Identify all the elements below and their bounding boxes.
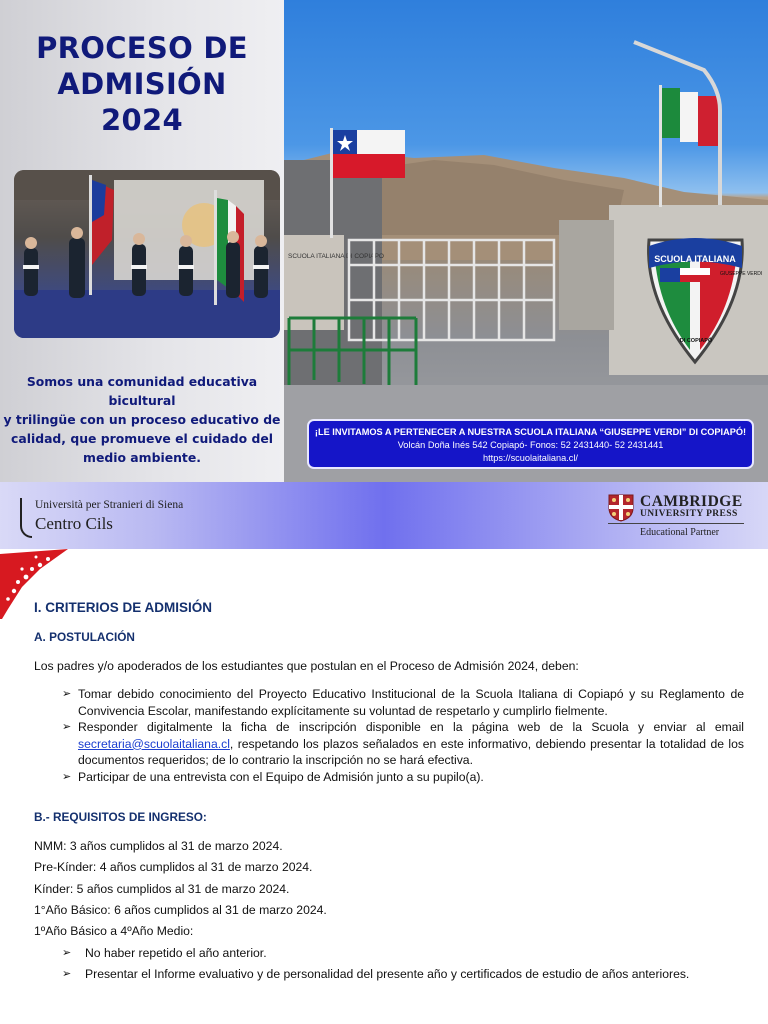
partners-band (0, 482, 768, 549)
header-left-panel (0, 0, 284, 482)
tagline-line-1: Somos una comunidad educativa bicultural (26, 374, 258, 408)
shield-school-name: SCUOLA ITALIANA (654, 254, 736, 264)
cils-university-name: Università per Stranieri di Siena (35, 499, 184, 511)
requirement-line: 1°Año Básico: 6 años cumplidos al 31 de marzo 2024. (34, 903, 327, 917)
list-item (62, 769, 744, 786)
page-title (0, 30, 284, 138)
postulacion-bullet-list (62, 686, 744, 785)
cambridge-partner-label: Educational Partner (640, 527, 720, 538)
criteria-section-title: I. CRITERIOS DE ADMISIÓN (34, 600, 213, 615)
cils-logo (20, 496, 190, 540)
tagline-line-4: medio ambiente. (83, 450, 201, 465)
postulacion-intro: Los padres y/o apoderados de los estudiantes que postulan en el Proceso de Admisión 2024, deben: (34, 659, 579, 673)
bullet-text: Participar de una entrevista con el Equipo de Admisión junto a su pupilo(a). (78, 769, 484, 784)
cambridge-shield-icon (608, 494, 634, 522)
tagline-line-3: calidad, que promueve el cuidado del (11, 431, 273, 446)
bullet-text: No haber repetido el año anterior. (85, 946, 267, 960)
title-line-1: PROCESO DE (36, 31, 248, 65)
invitation-url[interactable]: https://scuolaitaliana.cl/ (483, 453, 578, 463)
requirement-line: Pre-Kínder: 4 años cumplidos al 31 de marzo 2024. (34, 860, 313, 874)
postulacion-title: A. POSTULACIÓN (34, 630, 135, 644)
arrow-bullet-icon: ➢ (62, 770, 72, 783)
school-tagline (2, 372, 282, 467)
shield-school-subname: GIUSEPPE VERDI (720, 271, 763, 277)
tagline-line-2: y trilingüe con un proceso educativo de (3, 412, 281, 427)
cambridge-divider (608, 523, 744, 524)
requirements-bullet-list (62, 943, 689, 985)
list-item (62, 686, 744, 719)
bullet-text: Presentar el Informe evaluativo y de personalidad del presente año y certificados de estudio de años anteriores. (85, 967, 690, 981)
cambridge-logo (606, 493, 746, 541)
cambridge-name: CAMBRIDGE (640, 493, 743, 510)
arrow-bullet-icon: ➢ (62, 688, 72, 700)
title-line-3: 2024 (101, 103, 183, 137)
cils-bracket-mark (20, 498, 32, 538)
list-item (62, 964, 689, 985)
cambridge-press: UNIVERSITY PRESS (640, 509, 738, 519)
requirements-title: B.- REQUISITOS DE INGRESO: (34, 810, 207, 824)
school-entrance-illustration (284, 0, 768, 482)
bullet-text: Responder digitalmente la ficha de inscripción disponible en la página web de la Scuola y enviar al email (78, 720, 744, 734)
secretaria-email-link[interactable]: secretaria@scuolaitaliana.cl (78, 736, 230, 751)
arrow-bullet-icon: ➢ (62, 721, 72, 733)
wall-plaque-text: SCUOLA ITALIANA DI COPIAPO (288, 253, 384, 260)
cils-center-name: Centro Cils (35, 514, 113, 533)
arrow-bullet-icon: ➢ (62, 968, 72, 980)
list-item (62, 719, 744, 769)
bullet-text: , respetando los plazos señalados en este informativo, debiendo presentar la totalidad de los documentos requeridos; de lo contrario la inscripción no se hará efectiva. (78, 736, 744, 767)
invitation-address: Volcán Doña Inés 542 Copiapó- Fonos: 52 2431440- 52 2431441 (397, 440, 664, 450)
arrow-bullet-icon: ➢ (62, 947, 72, 959)
list-item (62, 943, 689, 964)
school-entrance-photo (284, 0, 768, 482)
shield-school-city: DI COPIAPÓ (679, 338, 713, 344)
requirement-line: 1ºAño Básico a 4ºAño Medio: (34, 924, 194, 938)
title-line-2: ADMISIÓN (57, 67, 227, 101)
invitation-banner (307, 419, 754, 469)
invitation-title: ¡LE INVITAMOS A PERTENECER A NUESTRA SCUOLA ITALIANA “GIUSEPPE VERDI” DI COPIAPÓ! (314, 427, 747, 437)
bullet-text: Tomar debido conocimiento del Proyecto Educativo Institucional de la Scuola Italiana di Copiapó y su Reglamento de Convivencia Escolar, manifestando explícitamente su voluntad de respetarlo y cumplirlo fielmente. (78, 687, 744, 718)
requirement-line: NMM: 3 años cumplidos al 31 de marzo 2024. (34, 839, 283, 853)
flag-ceremony-photo (14, 170, 280, 338)
requirement-line: Kínder: 5 años cumplidos al 31 de marzo 2024. (34, 882, 290, 896)
flag-ceremony-illustration (14, 170, 280, 338)
